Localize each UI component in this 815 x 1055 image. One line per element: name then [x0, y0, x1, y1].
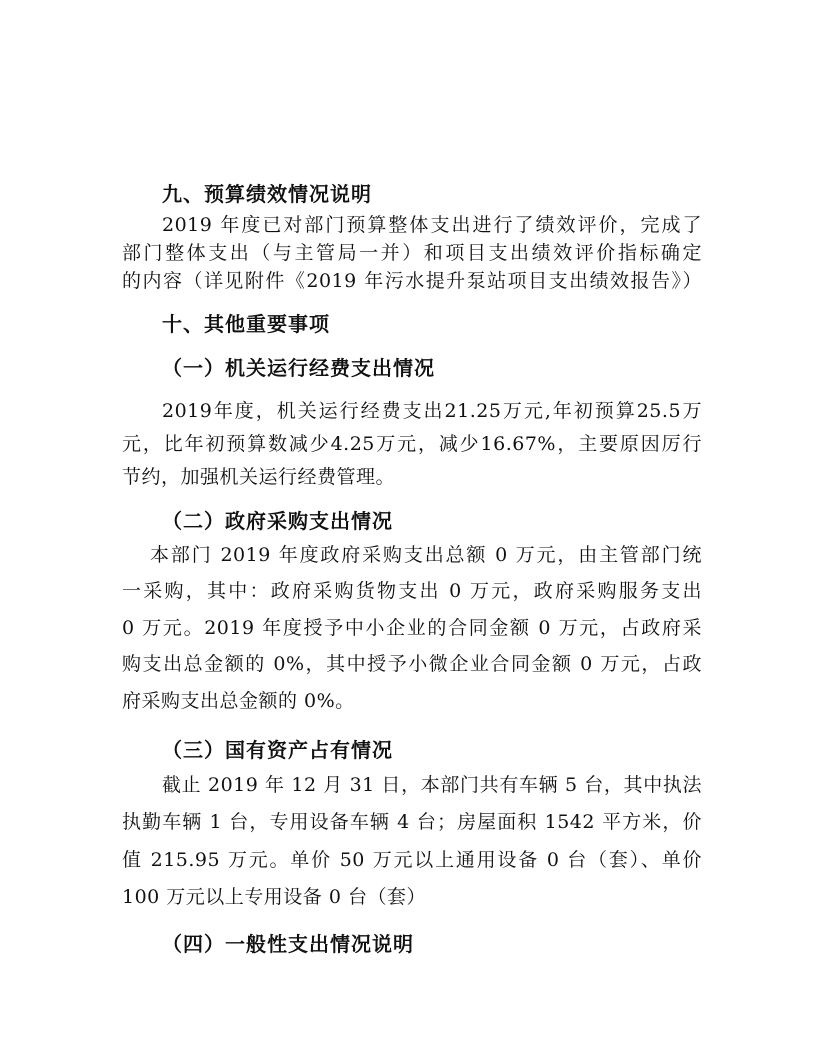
subsection-3-line-2: 执勤车辆 1 台，专用设备车辆 4 台；房屋面积 1542 平方米，价 — [122, 811, 702, 833]
subsection-2-heading: （二）政府采购支出情况 — [162, 509, 393, 533]
subsection-2-line-3: 0 万元。2019 年度授予中小企业的合同金额 0 万元，占政府采 — [122, 617, 702, 639]
subsection-3-line-4: 100 万元以上专用设备 0 台（套） — [122, 886, 426, 908]
section-9-paragraph-line-2: 部门整体支出（与主管局一并）和项目支出绩效评价指标确定 — [122, 242, 702, 264]
subsection-1-line-1: 2019年度，机关运行经费支出21.25万元,年初预算25.5万 — [162, 400, 702, 422]
section-9-paragraph-line-1: 2019 年度已对部门预算整体支出进行了绩效评价，完成了 — [162, 214, 702, 236]
subsection-3-line-3: 值 215.95 万元。单价 50 万元以上通用设备 0 台（套）、单价 — [122, 849, 702, 871]
subsection-2-line-4: 购支出总金额的 0%，其中授予小微企业合同金额 0 万元，占政 — [122, 653, 702, 675]
subsection-2-line-2: 一采购，其中：政府采购货物支出 0 万元，政府采购服务支出 — [122, 580, 702, 602]
section-10-heading: 十、其他重要事项 — [162, 312, 330, 336]
subsection-2-line-5: 府采购支出总金额的 0%。 — [122, 690, 355, 712]
subsection-2-line-1: 本部门 2019 年度政府采购支出总额 0 万元，由主管部门统 — [150, 544, 702, 566]
subsection-1-line-2: 元，比年初预算数减少4.25万元，减少16.67%，主要原因厉行 — [122, 433, 702, 455]
subsection-3-heading: （三）国有资产占有情况 — [162, 738, 393, 762]
section-9-heading: 九、预算绩效情况说明 — [162, 182, 372, 206]
subsection-3-line-1: 截止 2019 年 12 月 31 日，本部门共有车辆 5 台，其中执法 — [162, 774, 702, 796]
section-9-paragraph-line-3: 的内容（详见附件《2019 年污水提升泵站项目支出绩效报告》） — [122, 270, 702, 292]
subsection-1-heading: （一）机关运行经费支出情况 — [162, 356, 435, 380]
subsection-4-heading: （四）一般性支出情况说明 — [162, 932, 414, 956]
subsection-1-line-3: 节约，加强机关运行经费管理。 — [122, 466, 396, 488]
